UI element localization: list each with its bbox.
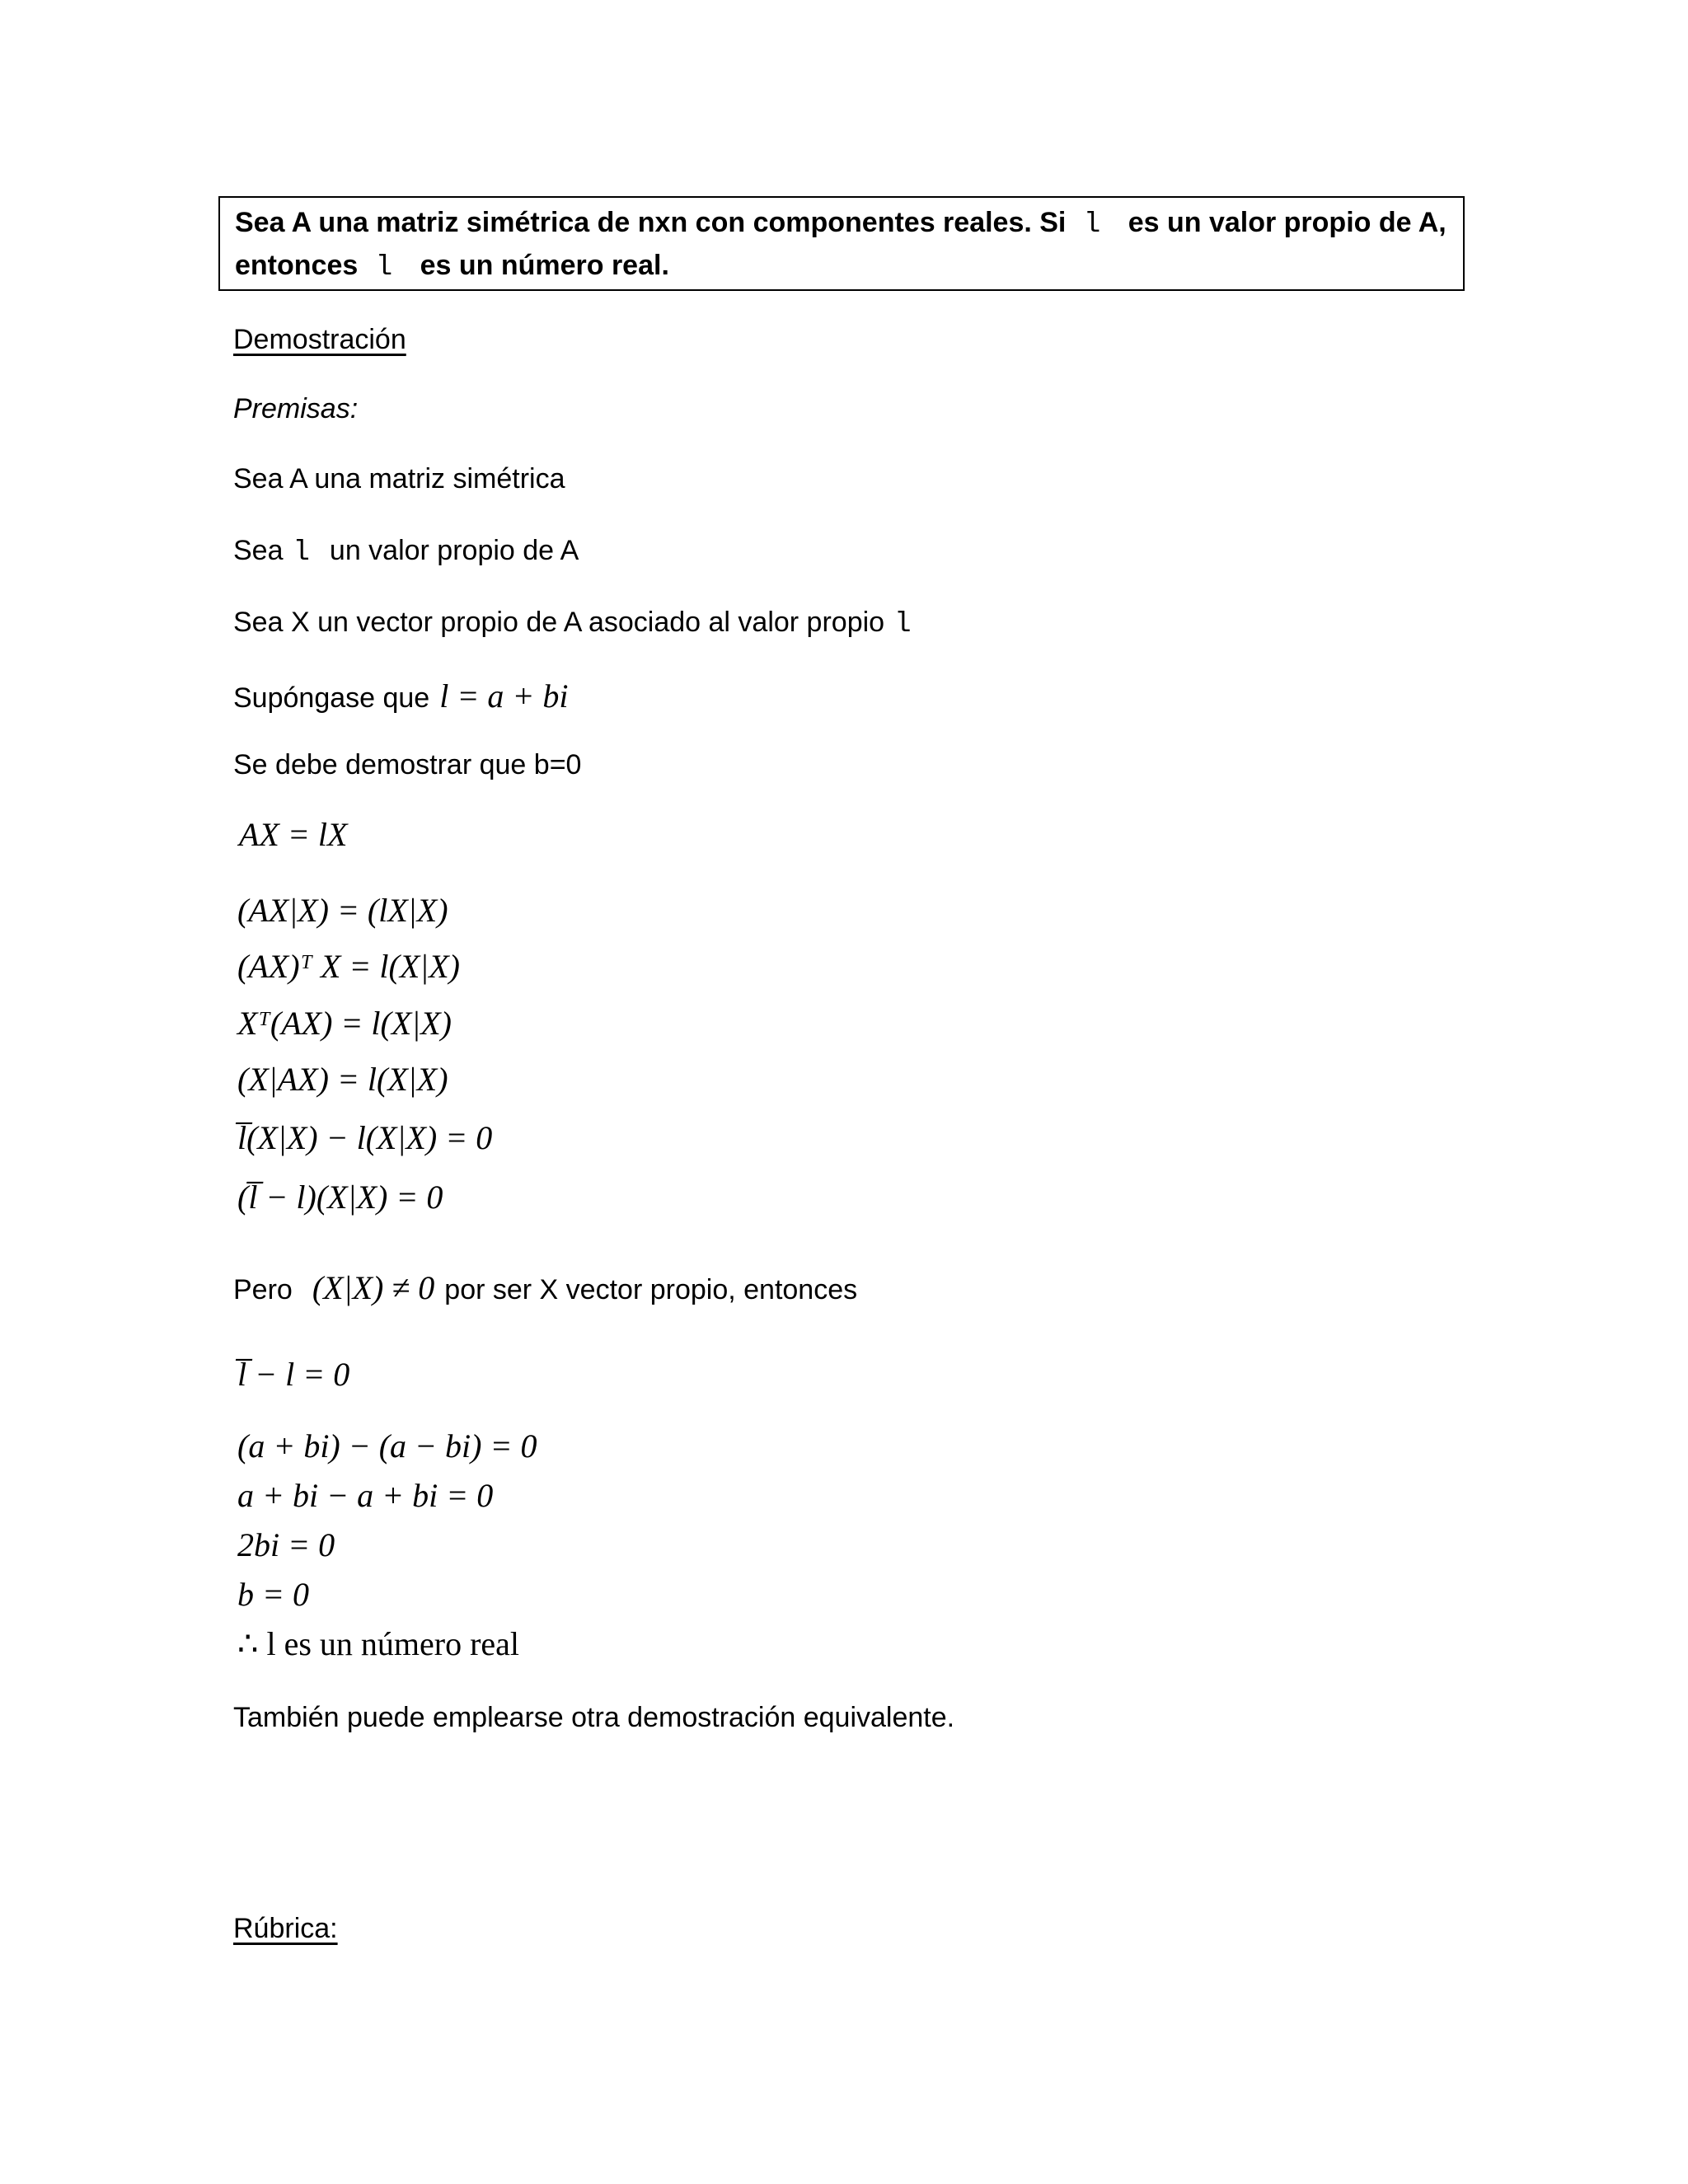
equation-line: Xᵀ(AX) = l(X|X): [237, 1005, 452, 1042]
lambda-symbol: l: [375, 252, 393, 284]
theorem-text: es un número real.: [420, 250, 669, 281]
suppose-expression: l = a + bi: [439, 677, 569, 715]
equation-line: l̅(X|X) − l(X|X) = 0: [237, 1119, 493, 1156]
pero-expression: (X|X) ≠ 0: [312, 1269, 435, 1306]
pero-text: Pero: [233, 1274, 293, 1305]
suppose-text: Supóngase que: [233, 682, 430, 714]
equation-conjugate: l̅ − l = 0: [237, 1356, 350, 1393]
equation-line: (l̅ − l)(X|X) = 0: [237, 1179, 443, 1216]
premise-1: Sea A una matriz simétrica: [233, 463, 565, 494]
equation-line: b = 0: [237, 1576, 309, 1613]
conclusion-line: ∴ l es un número real: [237, 1625, 520, 1662]
theorem-text: es un valor propio de A,: [1128, 207, 1447, 238]
equation-line: a + bi − a + bi = 0: [237, 1477, 494, 1514]
equation-line: 2bi = 0: [237, 1526, 335, 1563]
equation-line: (X|AX) = l(X|X): [237, 1061, 448, 1098]
theorem-text: Sea A una matriz simétrica de nxn con componentes reales. Si: [235, 207, 1067, 238]
theorem-text: entonces: [235, 250, 359, 281]
goal-line: Se debe demostrar que b=0: [233, 749, 582, 780]
premise-2: [233, 534, 579, 569]
suppose-line: [233, 677, 568, 715]
equation-line: (a + bi) − (a − bi) = 0: [237, 1427, 537, 1465]
rubric-label: Rúbrica:: [233, 1913, 338, 1944]
premise-3-text: Sea X un vector propio de A asociado al valor propio: [233, 607, 885, 638]
pero-text-b: por ser X vector propio, entonces: [444, 1274, 858, 1305]
theorem-line-2: [235, 249, 669, 284]
closing-remark: También puede emplearse otra demostración equivalente.: [233, 1702, 955, 1733]
premises-label: Premisas:: [233, 393, 359, 424]
equation-eigen: AX = lX: [239, 816, 348, 853]
equation-line: (AX|X) = (lX|X): [237, 892, 448, 929]
lambda-symbol: l: [293, 537, 310, 569]
premise-2-text-b: un valor propio de A: [329, 535, 579, 566]
equation-line: (AX)ᵀ X = l(X|X): [237, 948, 460, 985]
premise-2-text: Sea: [233, 535, 284, 566]
theorem-line-1: [235, 206, 1447, 241]
proof-heading: Demostración: [233, 324, 406, 355]
pero-line: [233, 1269, 857, 1307]
lambda-symbol: l: [1083, 209, 1101, 241]
premise-3: [233, 606, 911, 641]
theorem-box: [218, 196, 1465, 291]
lambda-symbol: l: [894, 609, 912, 640]
